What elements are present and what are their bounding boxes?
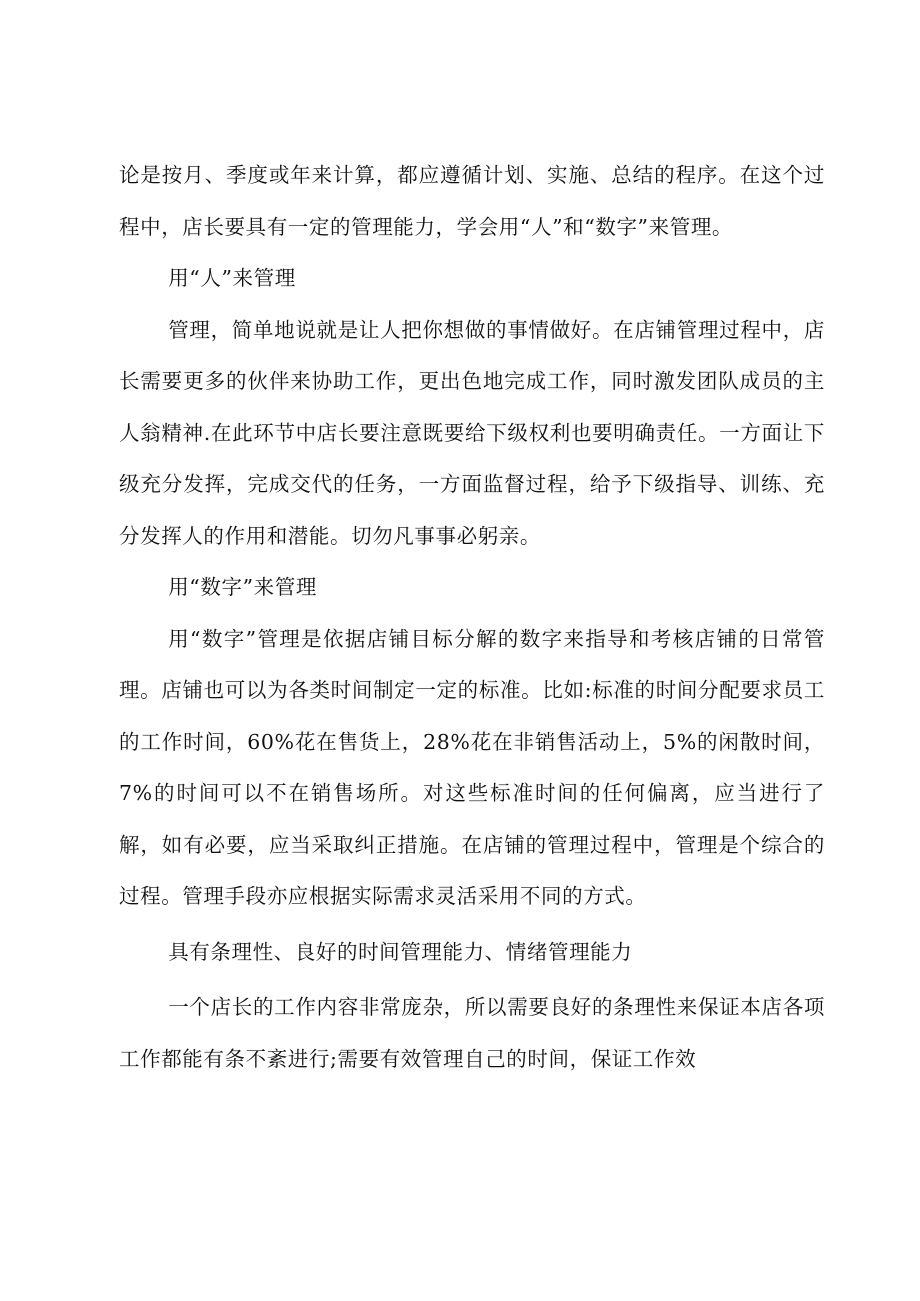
paragraph-continuation: 论是按月、季度或年来计算，都应遵循计划、实施、总结的程序。在这个过程中，店长要具有一定的管理能力，学会用“人”和“数字”来管理。 (119, 163, 825, 239)
paragraph-organization: 一个店长的工作内容非常庞杂，所以需要良好的条理性来保证本店各项工作都能有条不紊进行;需要有效管理自己的时间，保证工作效 (119, 995, 825, 1071)
document-body (119, 150, 825, 1085)
paragraph-people-management: 管理，简单地说就是让人把你想做的事情做好。在店铺管理过程中，店长需要更多的伙伴来协助工作，更出色地完成工作，同时激发团队成员的主人翁精神.在此环节中店长要注意既要给下级权利也要明确责任。一方面让下级充分发挥，完成交代的任务，一方面监督过程，给予下级指导、训练、充分发挥人的作用和潜能。切勿凡事事必躬亲。 (119, 317, 825, 548)
section-heading-people: 用“人”来管理 (168, 266, 296, 290)
section-heading-numbers: 用“数字”来管理 (168, 575, 317, 599)
paragraph-numbers-management: 用“数字”管理是依据店铺目标分解的数字来指导和考核店铺的日常管理。店铺也可以为各类时间制定一定的标准。比如:标准的时间分配要求员工的工作时间，60%花在售货上，28%花在非销售活动上，5%的闲散时间，7%的时间可以不在销售场所。对这些标准时间的任何偏离，应当进行了解，如有必要，应当采取纠正措施。在店铺的管理过程中，管理是个综合的过程。管理手段亦应根据实际需求灵活采用不同的方式。 (119, 626, 825, 908)
section-heading-organization: 具有条理性、良好的时间管理能力、情绪管理能力 (168, 939, 633, 964)
